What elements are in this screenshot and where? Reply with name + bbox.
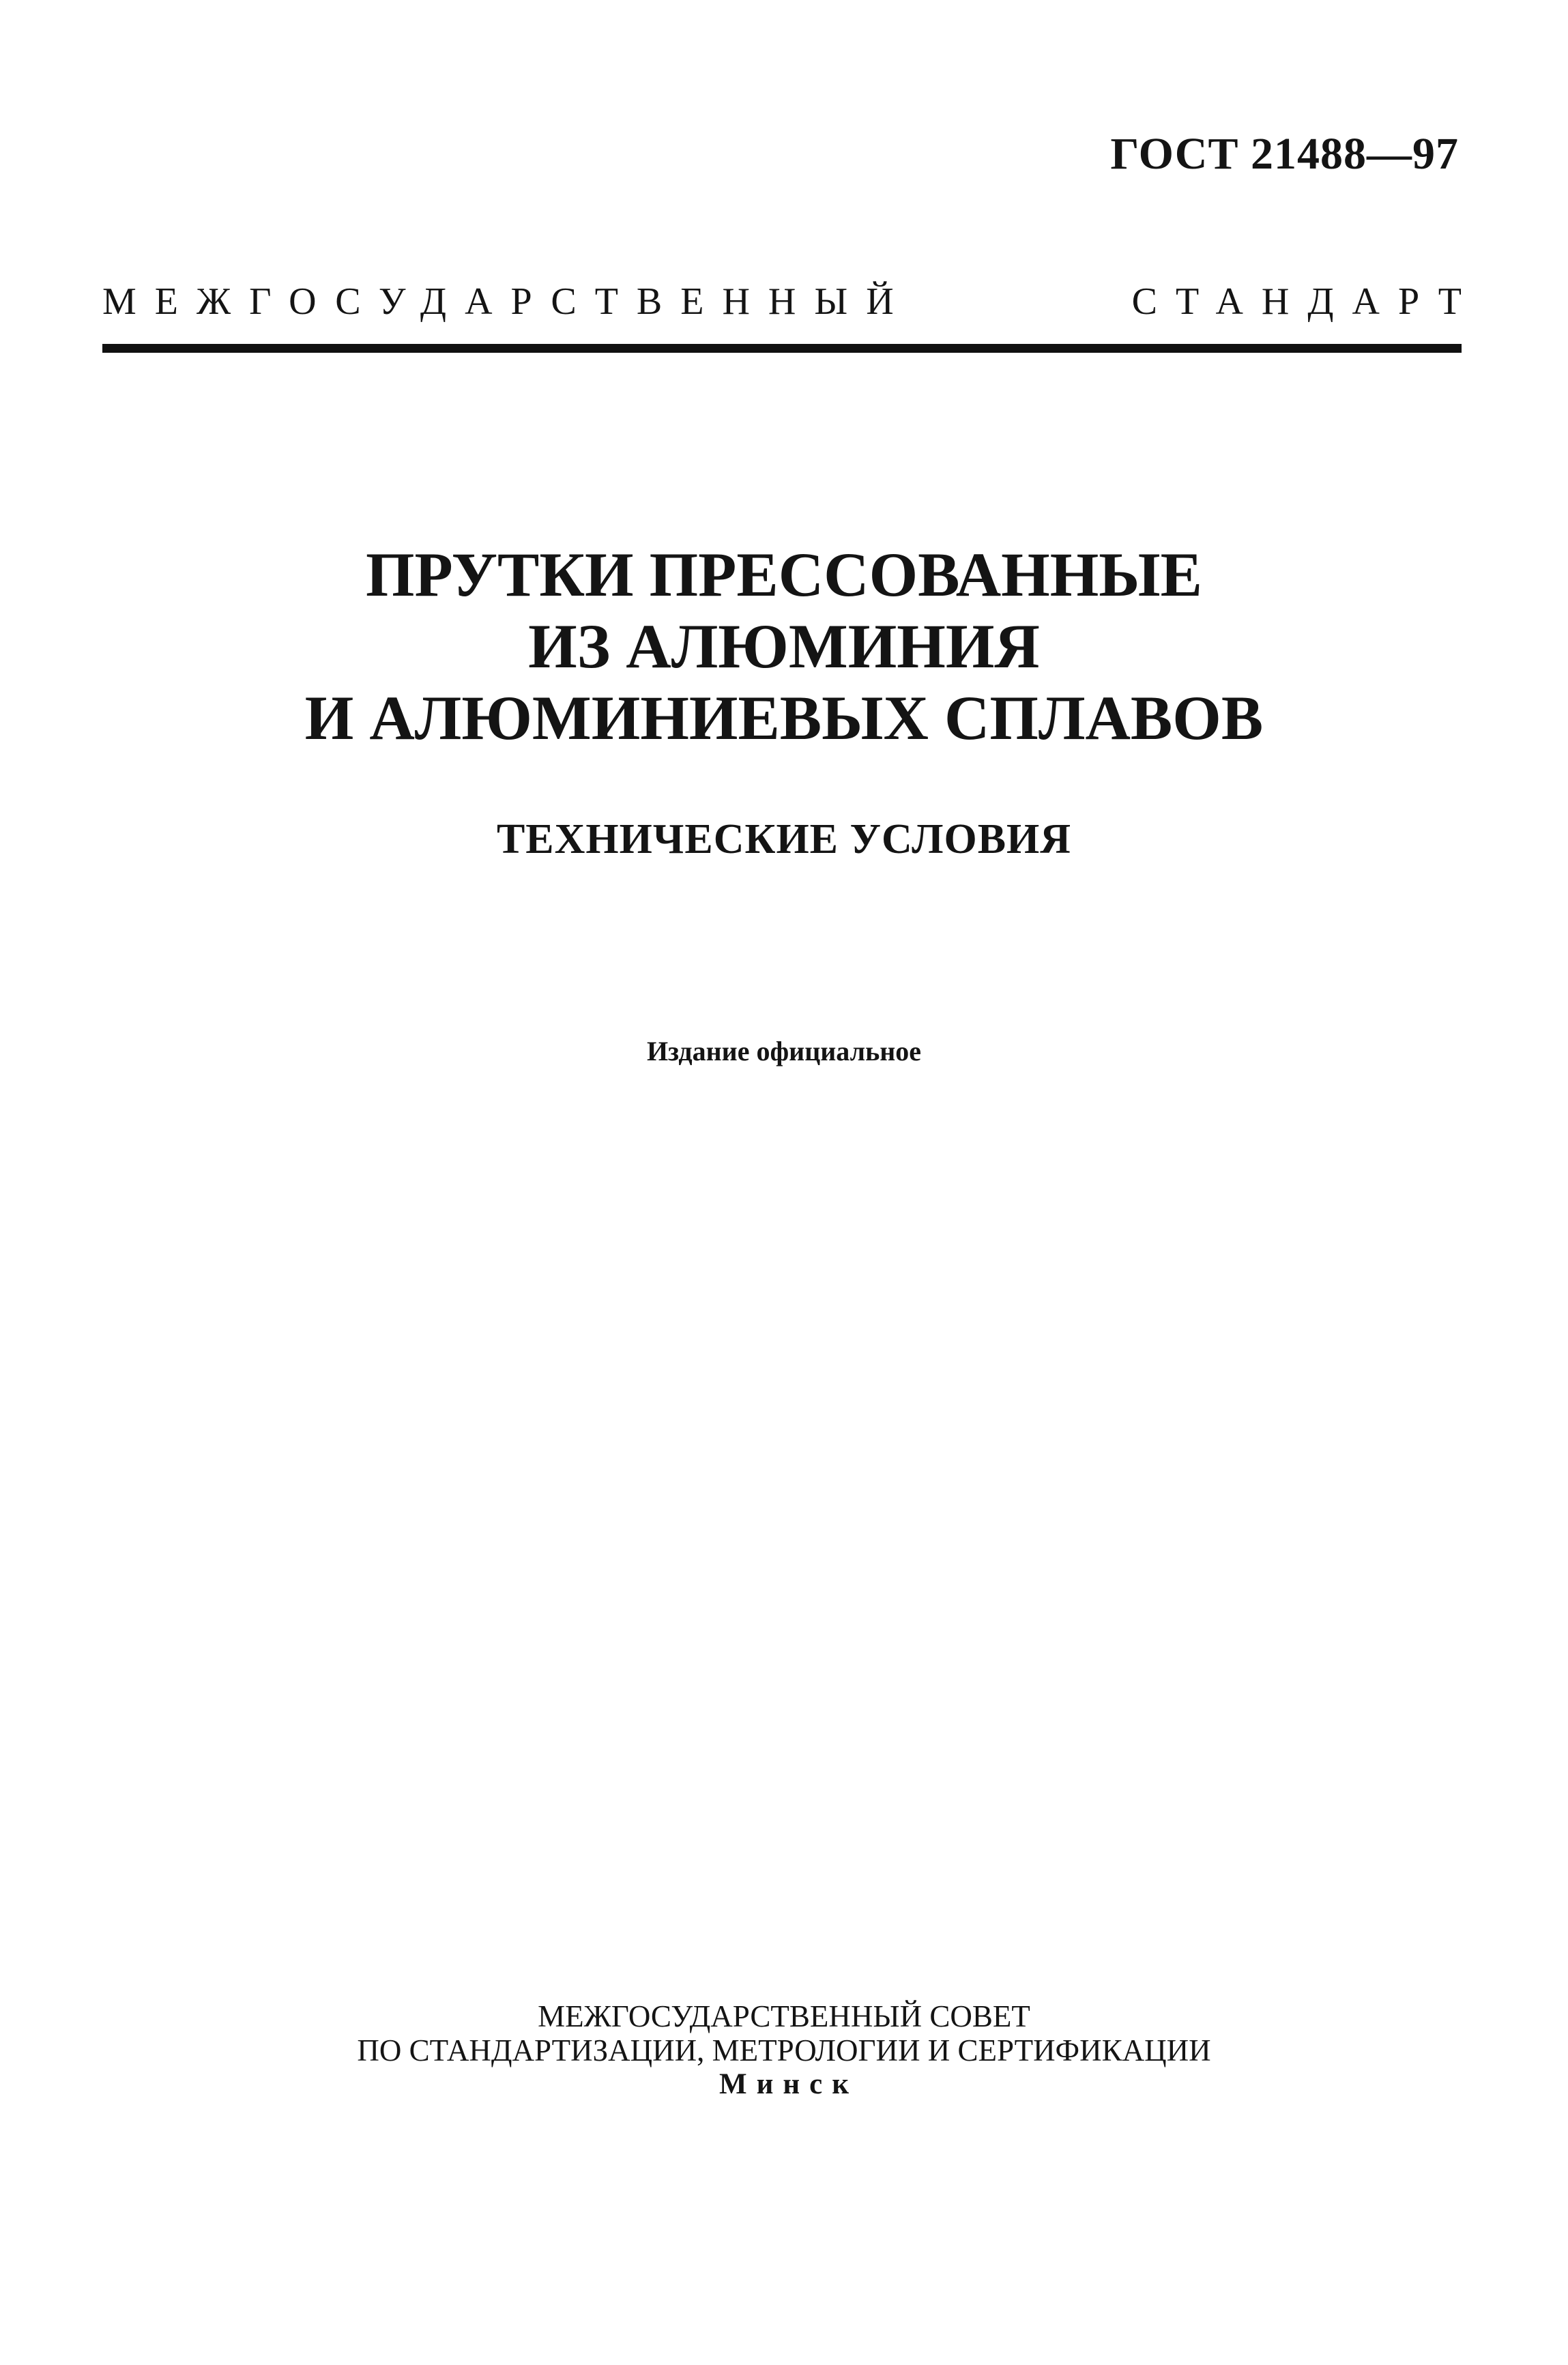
publisher-city: Минск [719, 2068, 858, 2100]
standard-type-header [102, 280, 1480, 334]
edition-note: Издание официальное [646, 1036, 922, 1067]
publisher-line-1: МЕЖГОСУДАРСТВЕННЫЙ СОВЕТ [538, 1999, 1030, 2033]
publisher-block [0, 1999, 1568, 2102]
publisher-line-2: ПО СТАНДАРТИЗАЦИИ, МЕТРОЛОГИИ И СЕРТИФИКАЦИИ [357, 2033, 1211, 2067]
header-interstate-label: МЕЖГОСУДАРСТВЕННЫЙ [102, 280, 912, 323]
header-standard-label: СТАНДАРТ [1131, 280, 1480, 323]
document-title [0, 539, 1568, 754]
document-number: ГОСТ 21488—97 [1110, 129, 1459, 179]
title-line-2: ИЗ АЛЮМИНИЯ [528, 611, 1040, 681]
document-subtitle: ТЕХНИЧЕСКИЕ УСЛОВИЯ [496, 816, 1072, 862]
header-rule [102, 344, 1462, 353]
title-line-1: ПРУТКИ ПРЕССОВАННЫЕ [365, 540, 1202, 609]
title-line-3: И АЛЮМИНИЕВЫХ СПЛАВОВ [304, 683, 1264, 753]
